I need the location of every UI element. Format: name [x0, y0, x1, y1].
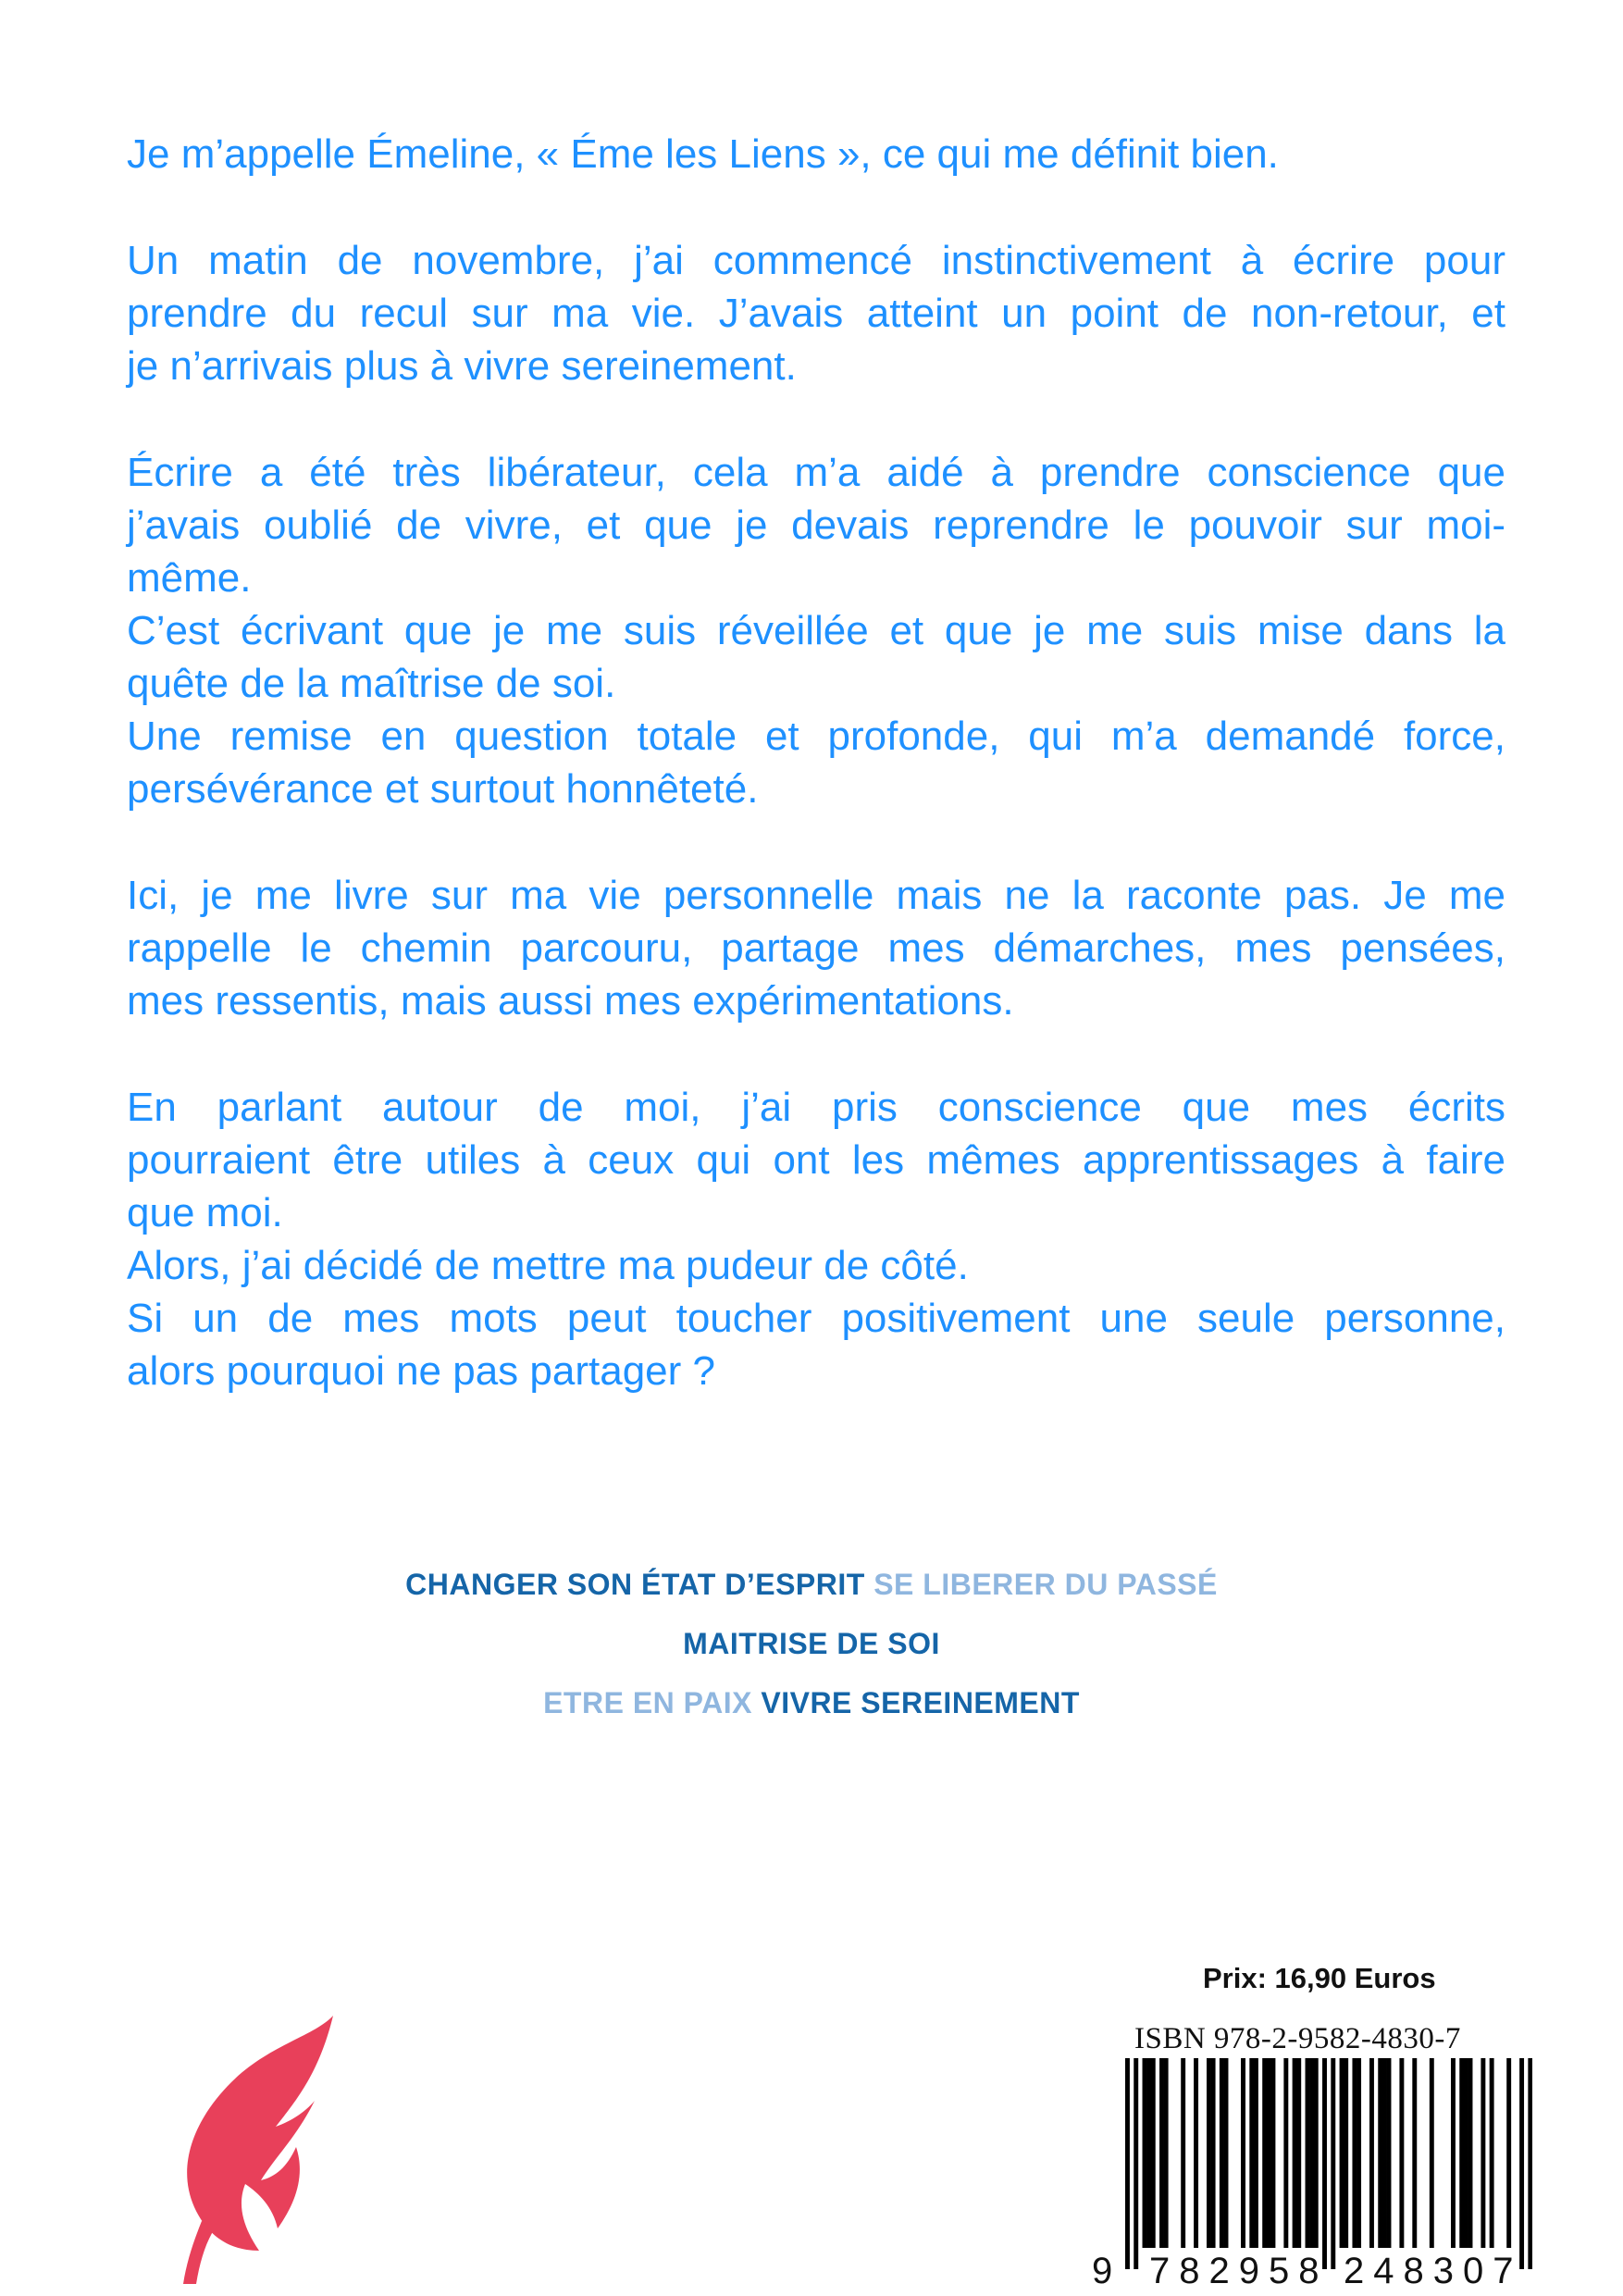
barcode-bar: [1262, 2058, 1267, 2248]
keyword-line-2: [0, 1625, 1623, 1684]
barcode-bar: [1306, 2058, 1310, 2248]
keyword-peace: ETRE EN PAIX: [543, 1686, 752, 1719]
text-line: Un matin de novembre, j’ai commencé instinctivement à écrire pour: [127, 238, 1505, 283]
text-line: rappelle le chemin parcouru, partage mes démarches, mes pensées,: [127, 925, 1505, 971]
text-line: pourraient être utiles à ceux qui ont les mêmes apprentissages à faire: [127, 1137, 1505, 1183]
text-line: alors pourquoi ne pas partager ?: [127, 1348, 715, 1394]
text-line: Si un de mes mots peut toucher positivement une seule personne,: [127, 1296, 1505, 1341]
barcode-bar: [1322, 2058, 1327, 2269]
paragraph-1: [127, 128, 1505, 180]
text-line: Écrire a été très libérateur, cela m’a aidé à prendre conscience que: [127, 450, 1505, 495]
barcode-bar: [1254, 2058, 1258, 2248]
barcode-bar: [1378, 2058, 1382, 2248]
barcode-bar: [1270, 2058, 1275, 2248]
barcode-bar: [1224, 2058, 1229, 2248]
barcode-bar: [1134, 2058, 1138, 2269]
barcode-bar: [1459, 2058, 1464, 2248]
synopsis: [127, 128, 1505, 1397]
barcode-bar: [1220, 2058, 1224, 2248]
barcode-bar: [1159, 2058, 1164, 2248]
keyword-free-past: SE LIBERER DU PASSÉ: [873, 1568, 1218, 1601]
barcode-bar: [1267, 2058, 1271, 2248]
barcode-bar: [1309, 2058, 1314, 2248]
barcode-bar: [1211, 2058, 1216, 2248]
text-line: persévérance et surtout honnêteté.: [127, 766, 759, 812]
barcode-bar: [1151, 2058, 1156, 2248]
isbn-digit-first: 9: [1092, 2251, 1113, 2291]
barcode-bar: [1519, 2058, 1524, 2269]
barcode-bar: [1194, 2058, 1198, 2248]
barcode-bar: [1399, 2058, 1404, 2248]
barcode-bar: [1143, 2058, 1147, 2248]
text-line: Ici, je me livre sur ma vie personnelle mais ne la raconte pas. Je me: [127, 873, 1505, 918]
barcode-bar: [1382, 2058, 1387, 2248]
barcode-bar: [1506, 2058, 1511, 2248]
barcode-bar: [1352, 2058, 1357, 2248]
barcode-bar: [1283, 2058, 1288, 2248]
text-line: Je m’appelle Émeline, « Éme les Liens », ce qui me définit bien.: [127, 131, 1279, 177]
barcode-bar: [1181, 2058, 1185, 2248]
keyword-change-mindset: CHANGER SON ÉTAT D’ESPRIT: [405, 1568, 865, 1601]
text-line: même.: [127, 555, 252, 601]
barcode-bar: [1528, 2058, 1532, 2269]
text-line: prendre du recul sur ma vie. J’avais atteint un point de non-retour, et: [127, 291, 1505, 336]
paragraph-4: [127, 869, 1505, 1027]
text-line: quête de la maîtrise de soi.: [127, 661, 616, 706]
barcode-bar: [1464, 2058, 1468, 2248]
keyword-line-1: [0, 1566, 1623, 1625]
keyword-block: [0, 1566, 1623, 1744]
barcode-bar: [1451, 2058, 1456, 2248]
barcode-bar: [1296, 2058, 1301, 2248]
barcode-bar: [1369, 2058, 1374, 2248]
barcode: [1125, 2058, 1532, 2269]
isbn-label: ISBN 978-2-9582-4830-7: [1134, 2022, 1461, 2055]
keyword-self-mastery: MAITRISE DE SOI: [683, 1627, 940, 1660]
isbn-digits-left: 782958: [1149, 2251, 1329, 2291]
barcode-bar: [1468, 2058, 1473, 2248]
feather-icon: [157, 2008, 370, 2286]
barcode-bar: [1357, 2058, 1361, 2248]
barcode-bar: [1387, 2058, 1392, 2248]
barcode-bar: [1241, 2058, 1245, 2248]
barcode-bar: [1340, 2058, 1344, 2248]
barcode-bar: [1164, 2058, 1169, 2248]
barcode-bar: [1490, 2058, 1494, 2248]
text-line: Alors, j’ai décidé de mettre ma pudeur de côté.: [127, 1243, 969, 1288]
barcode-bar: [1412, 2058, 1417, 2248]
text-line: j’avais oublié de vivre, et que je devais reprendre le pouvoir sur moi-: [127, 503, 1505, 548]
text-line: En parlant autour de moi, j’ai pris conscience que mes écrits: [127, 1085, 1505, 1130]
text-line: je n’arrivais plus à vivre sereinement.: [127, 343, 797, 389]
isbn-digits-right: 248307: [1344, 2251, 1523, 2291]
price-label: Prix: 16,90 Euros: [1203, 1962, 1436, 1994]
text-line: que moi.: [127, 1190, 283, 1235]
barcode-bar: [1146, 2058, 1151, 2248]
paragraph-5: [127, 1081, 1505, 1397]
barcode-bar: [1125, 2058, 1130, 2269]
barcode-bar: [1207, 2058, 1211, 2248]
barcode-bar: [1249, 2058, 1254, 2248]
barcode-bar: [1430, 2058, 1434, 2248]
barcode-bar: [1314, 2058, 1319, 2248]
keyword-serenity: VIVRE SEREINEMENT: [761, 1686, 1080, 1719]
barcode-bar: [1331, 2058, 1335, 2269]
keyword-line-3: [0, 1684, 1623, 1744]
paragraph-3: [127, 446, 1505, 815]
text-line: Une remise en question totale et profonde, qui m’a demandé force,: [127, 714, 1505, 759]
barcode-bar: [1344, 2058, 1348, 2248]
text-line: mes ressentis, mais aussi mes expérimentations.: [127, 978, 1014, 1024]
barcode-bar: [1481, 2058, 1485, 2248]
paragraph-2: [127, 234, 1505, 392]
barcode-bar: [1293, 2058, 1297, 2248]
text-line: C’est écrivant que je me suis réveillée et que je me suis mise dans la: [127, 608, 1505, 653]
